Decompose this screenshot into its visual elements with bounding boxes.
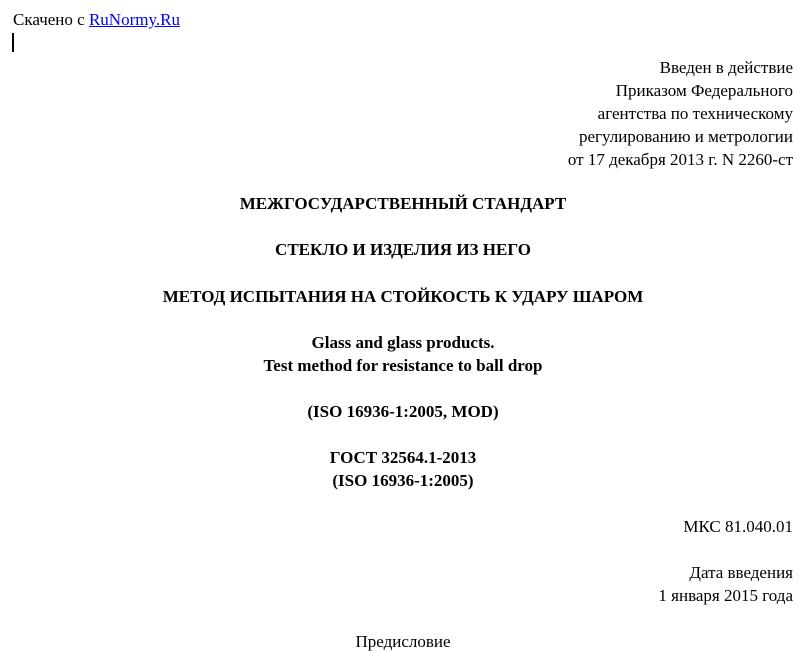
enactment-line: Введен в действие [659,58,793,77]
iso-designation: (ISO 16936-1:2005) [332,471,474,490]
enactment-line: Приказом Федерального [615,81,793,100]
english-title [0,331,799,377]
introduction-date-block [658,561,793,607]
enactment-line: агентства по техническому [597,104,793,123]
mks-code: МКС 81.040.01 [683,517,793,536]
source-link[interactable]: RuNormy.Ru [88,10,180,29]
preface-heading: Предисловие [355,632,451,651]
source-prefix: Скачено с [13,10,89,29]
test-method-heading: МЕТОД ИСПЫТАНИЯ НА СТОЙКОСТЬ К УДАРУ ШАРОМ [162,287,644,306]
standard-title-heading: СТЕКЛО И ИЗДЕЛИЯ ИЗ НЕГО [275,240,531,259]
designation-block [0,446,799,492]
source-line [13,10,180,30]
gost-designation: ГОСТ 32564.1-2013 [329,448,477,467]
enactment-line: от 17 декабря 2013 г. N 2260-ст [567,150,793,169]
english-title-line-2: Test method for resistance to ball drop [263,356,543,375]
introduction-date-value: 1 января 2015 года [658,586,793,605]
iso-reference: (ISO 16936-1:2005, MOD) [307,402,499,421]
enactment-line: регулированию и метрологии [578,127,793,146]
introduction-date-label: Дата введения [689,563,793,582]
text-cursor [12,33,14,52]
english-title-line-1: Glass and glass products. [311,333,495,352]
enactment-block [568,56,793,171]
standard-type-heading: МЕЖГОСУДАРСТВЕННЫЙ СТАНДАРТ [239,194,567,213]
